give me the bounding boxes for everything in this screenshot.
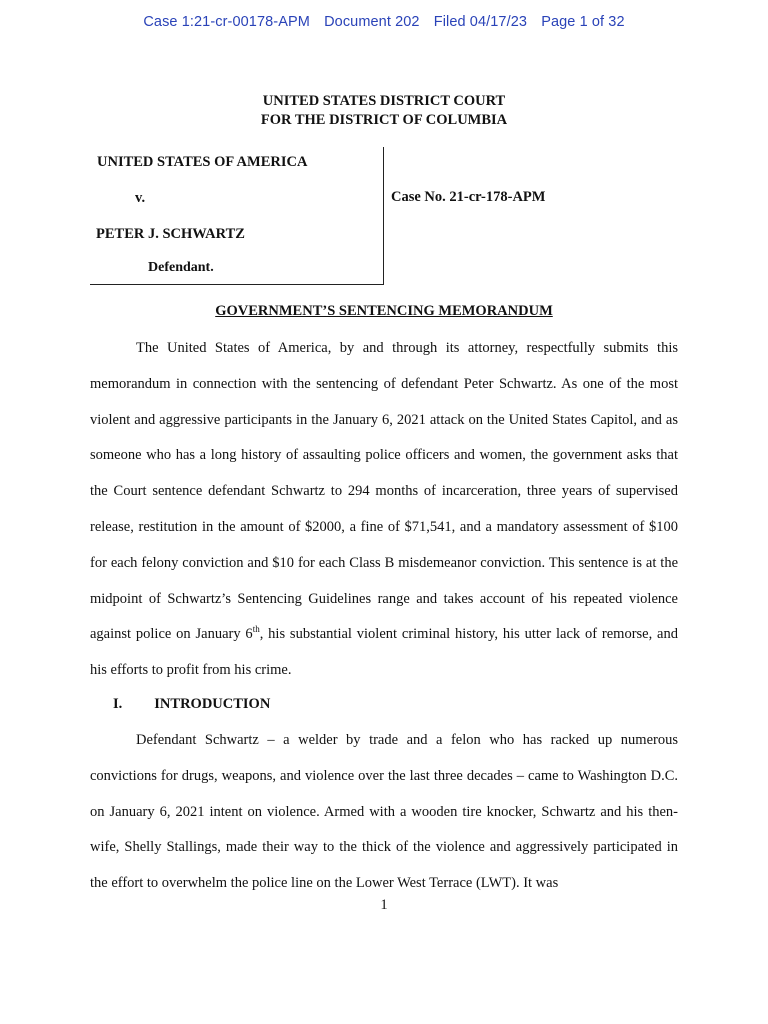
filing-case-number: Case 1:21-cr-00178-APM [143,14,310,30]
body-paragraph-1 [90,331,678,689]
page-number: 1 [380,897,388,913]
court-title [0,92,768,130]
paragraph-1-text-b: , his substantial violent criminal history, his utter lack of remorse, and his efforts to profit from his crime. [90,626,678,679]
filing-date: Filed 04/17/23 [433,14,528,30]
case-caption-box [90,147,384,285]
section-heading-introduction [113,696,270,713]
paragraph-1-superscript: th [252,624,260,635]
section-title: INTRODUCTION [154,696,271,712]
court-district: FOR THE DISTRICT OF COLUMBIA [260,112,508,128]
section-number: I. [113,696,123,712]
filing-page-count: Page 1 of 32 [541,14,625,30]
paragraph-1-text-a: The United States of America, by and through its attorney, respectfully submits this memorandum in connection with the sentencing of defendant Peter Schwartz. As one of the most violent and aggressive participants in the January 6, 2021 attack on the United States Capitol, and as someone who has a long history of assaulting police officers and women, the government asks that the Court sentence defendant Schwartz to 294 months of incarceration, three years of supervised release, restitution in the amount of $2000, a fine of $71,541, and a mandatory assessment of $100 for each felony conviction and $10 for each Class B misdemeanor conviction. This sentence is at the midpoint of Schwartz’s Sentencing Guidelines range and takes account of his repeated violence against police on January 6 [90,340,678,643]
filing-document-number: Document 202 [324,14,420,30]
caption-plaintiff: UNITED STATES OF AMERICA [97,154,308,170]
caption-versus: v. [135,190,146,206]
body-paragraph-2: Defendant Schwartz – a welder by trade and a felon who has racked up numerous convictions for drugs, weapons, and violence over the last three decades – came to Washington D.C. on January 6, 2021 intent on violence. Armed with a wooden tire knocker, Schwartz and his then-wife, Shelly Stallings, made their way to the thick of the violence and aggressively participated in the effort to overwhelm the police line on the Lower West Terrace (LWT). It was [90,732,678,892]
memo-title: GOVERNMENT’S SENTENCING MEMORANDUM [215,303,553,319]
filing-header [0,14,768,30]
caption-defendant-name: PETER J. SCHWARTZ [96,226,245,242]
caption-case-number: Case No. 21-cr-178-APM [391,189,546,205]
caption-defendant-role: Defendant. [148,260,214,275]
court-name: UNITED STATES DISTRICT COURT [262,93,506,109]
